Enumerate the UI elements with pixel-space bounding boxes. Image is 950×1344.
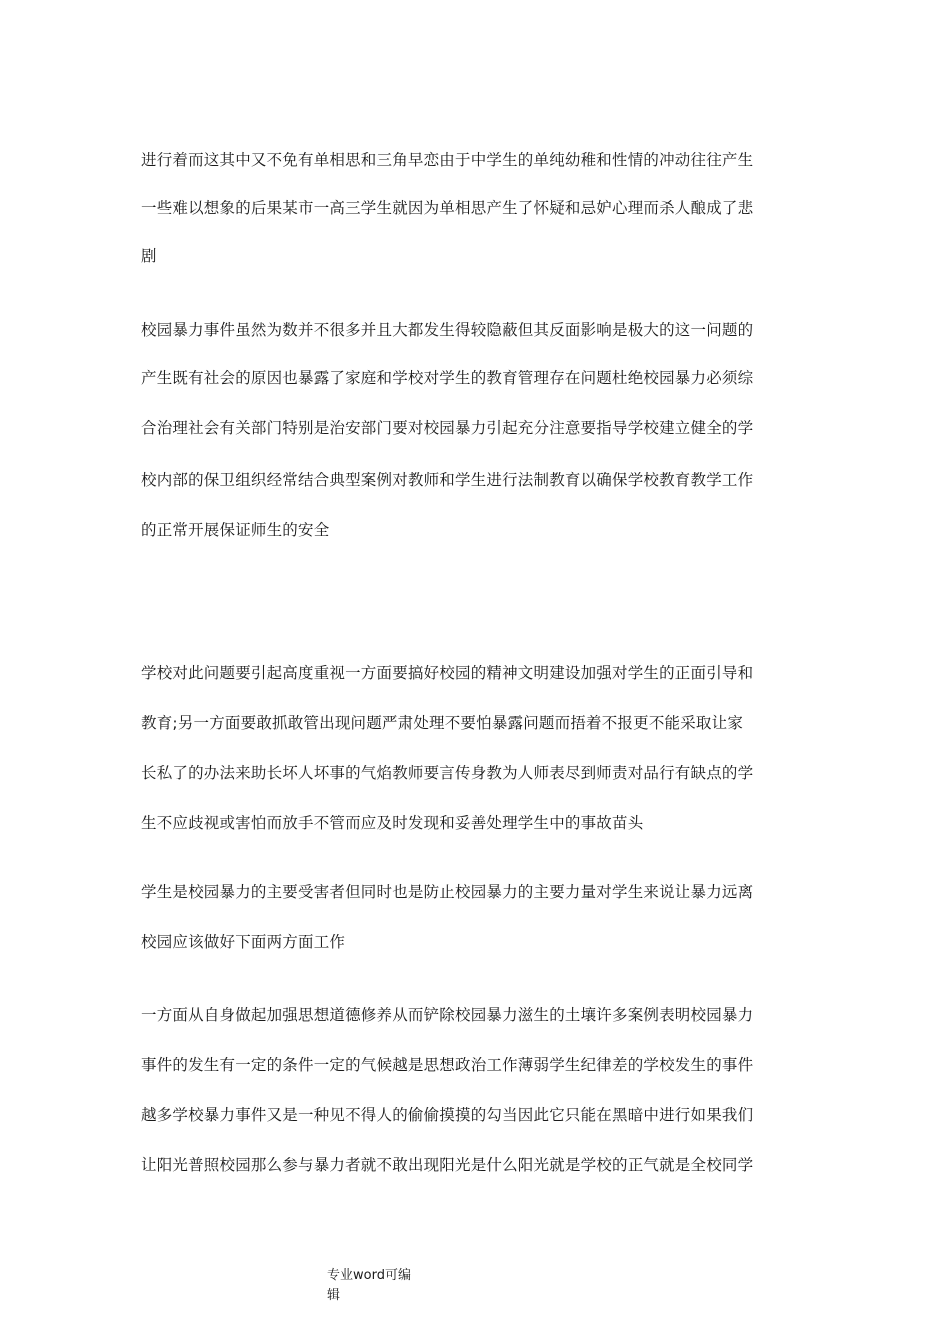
paragraph-5-line-2: 事件的发生有一定的条件一定的气候越是思想政治工作薄弱学生纪律差的学校发生的事件 <box>141 1056 754 1074</box>
paragraph-3-line-3: 长私了的办法来助长坏人坏事的气焰教师要言传身教为人师表尽到师责对品行有缺点的学 <box>141 764 754 782</box>
paragraph-3-line-2: 教育;另一方面要敢抓敢管出现问题严肃处理不要怕暴露问题而捂着不报更不能采取让家 <box>141 714 744 732</box>
footer-line-2: 辑 <box>327 1288 341 1303</box>
paragraph-5-line-3: 越多学校暴力事件又是一种见不得人的偷偷摸摸的勾当因此它只能在黑暗中进行如果我们 <box>141 1106 754 1124</box>
page-footer <box>327 1266 447 1306</box>
paragraph-3-line-1: 学校对此问题要引起高度重视一方面要搞好校园的精神文明建设加强对学生的正面引导和 <box>141 664 754 682</box>
paragraph-2-line-3: 合治理社会有关部门特别是治安部门要对校园暴力引起充分注意要指导学校建立健全的学 <box>141 419 754 437</box>
paragraph-1-line-2: 一些难以想象的后果某市一高三学生就因为单相思产生了怀疑和忌妒心理而杀人酿成了悲 <box>141 199 754 217</box>
paragraph-3-line-4: 生不应歧视或害怕而放手不管而应及时发现和妥善处理学生中的事故苗头 <box>141 814 644 832</box>
paragraph-2-line-4: 校内部的保卫组织经常结合典型案例对教师和学生进行法制教育以确保学校教育教学工作 <box>141 471 754 489</box>
paragraph-4-line-2: 校园应该做好下面两方面工作 <box>141 933 346 951</box>
paragraph-5-line-1: 一方面从自身做起加强思想道德修养从而铲除校园暴力滋生的土壤许多案例表明校园暴力 <box>141 1006 754 1024</box>
footer-line-1: 专业word可编 <box>327 1268 411 1283</box>
paragraph-2-line-5: 的正常开展保证师生的安全 <box>141 521 330 539</box>
paragraph-1-line-1: 进行着而这其中又不免有单相思和三角早恋由于中学生的单纯幼稚和性情的冲动往往产生 <box>141 151 754 169</box>
paragraph-4-line-1: 学生是校园暴力的主要受害者但同时也是防止校园暴力的主要力量对学生来说让暴力远离 <box>141 883 754 901</box>
paragraph-2-line-2: 产生既有社会的原因也暴露了家庭和学校对学生的教育管理存在问题杜绝校园暴力必须综 <box>141 369 754 387</box>
paragraph-5-line-4: 让阳光普照校园那么参与暴力者就不敢出现阳光是什么阳光就是学校的正气就是全校同学 <box>141 1156 754 1174</box>
paragraph-2-line-1: 校园暴力事件虽然为数并不很多并且大都发生得较隐蔽但其反面影响是极大的这一问题的 <box>141 321 754 339</box>
paragraph-1-line-3: 剧 <box>141 247 157 265</box>
